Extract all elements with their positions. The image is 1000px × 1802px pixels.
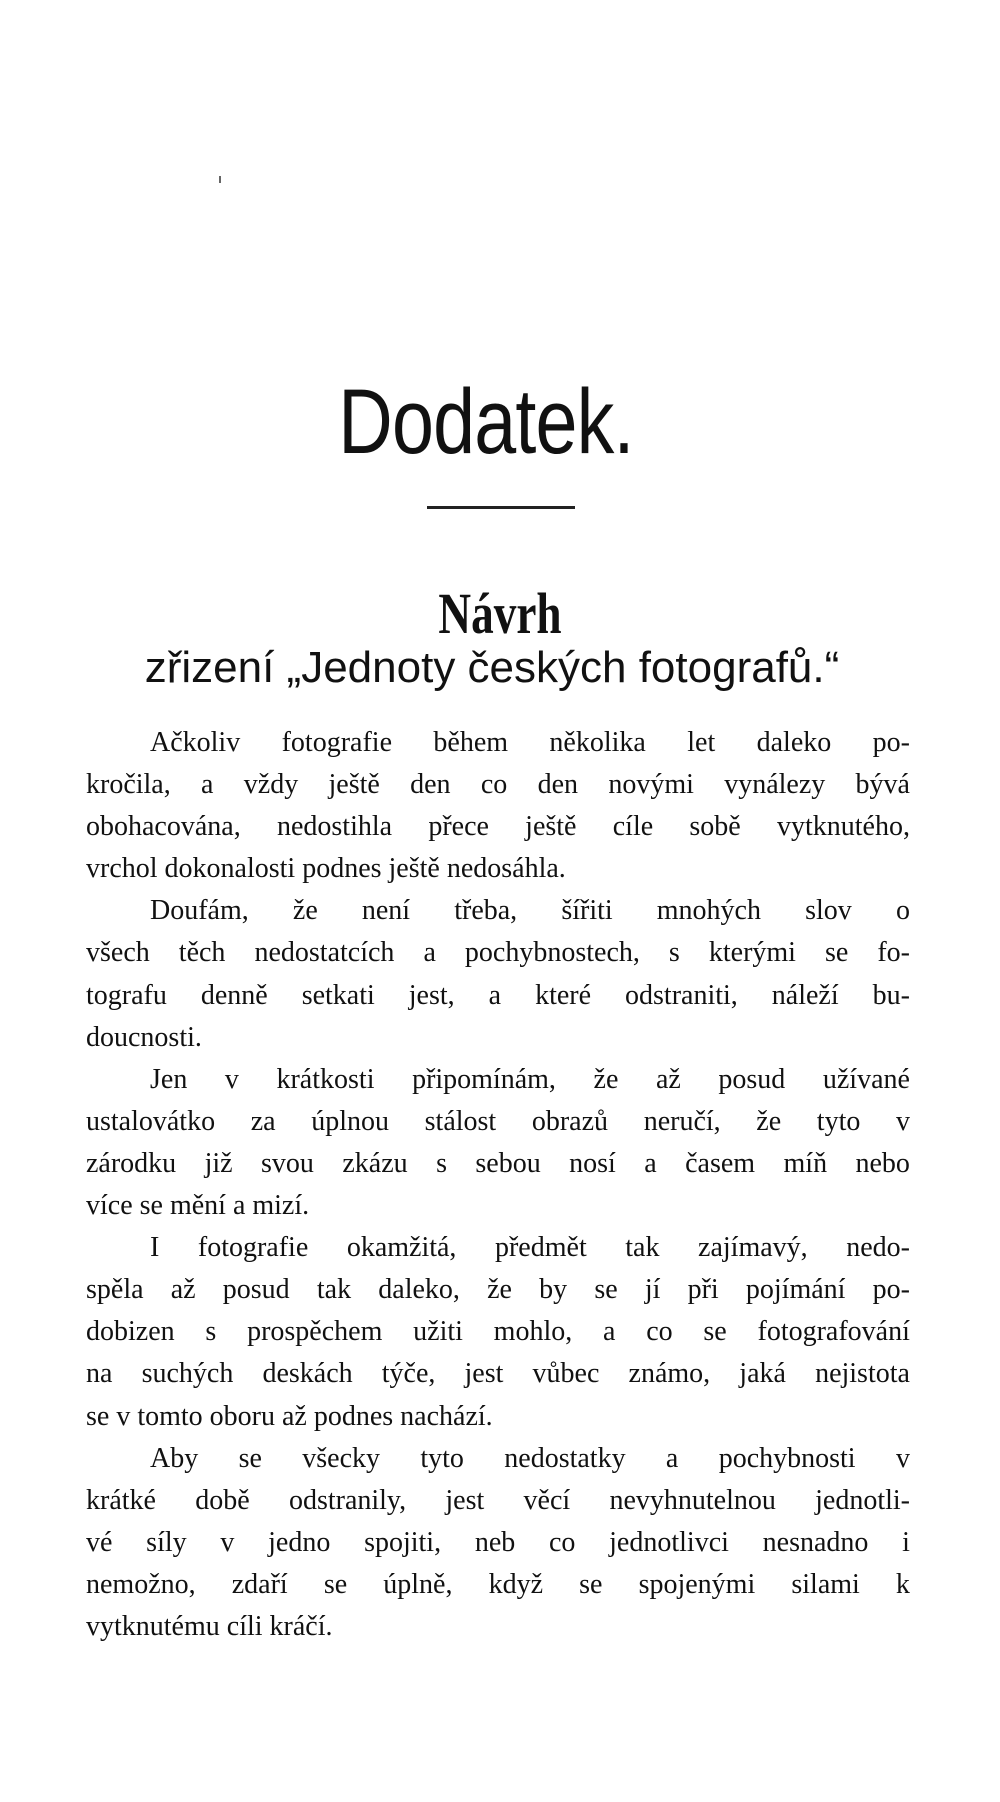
text-line: kročila, a vždy ještě den co den novými vynálezy bývá	[86, 769, 910, 801]
text-line: vrchol dokonalosti podnes ještě nedosáhla.	[86, 853, 566, 885]
text-line: Jen v krátkosti připomínám, že až posud užívané	[150, 1063, 910, 1095]
text-line: Aby se všecky tyto nedostatky a pochybnosti v	[150, 1442, 910, 1474]
text-line: Ačkoliv fotografie během několika let daleko po-	[150, 727, 910, 758]
print-speck	[219, 176, 221, 183]
page-title: Dodatek.	[338, 371, 634, 473]
text-line: tografu denně setkati jest, a které odstraniti, náleží bu-	[86, 979, 910, 1011]
section-subheading: zřizení „Jednoty českých fotografů.“	[144, 643, 840, 692]
title-rule	[427, 506, 575, 509]
text-line: se v tomto oboru až podnes nachází.	[86, 1400, 493, 1432]
text-line: spěla až posud tak daleko, že by se jí při pojímání po-	[86, 1274, 910, 1306]
section-heading: Návrh	[438, 581, 562, 646]
text-line: doucnosti.	[86, 1021, 202, 1053]
text-line: obohacována, nedostihla přece ještě cíle sobě vytknutého,	[86, 811, 910, 843]
paragraph	[86, 890, 910, 1058]
body-text	[86, 722, 910, 1648]
text-line: Doufám, že není třeba, šířiti mnohých slov o	[150, 895, 910, 927]
text-line: vytknutému cíli kráčí.	[86, 1610, 333, 1642]
paragraph	[86, 1059, 910, 1227]
text-line: I fotografie okamžitá, předmět tak zajímavý, nedo-	[150, 1232, 910, 1264]
text-line: zárodku již svou zkázu s sebou nosí a časem míň nebo	[86, 1147, 910, 1179]
text-line: ustalovátko za úplnou stálost obrazů neručí, že tyto v	[86, 1105, 910, 1137]
text-line: krátké době odstranily, jest věcí nevyhnutelnou jednotli-	[86, 1484, 910, 1516]
text-line: všech těch nedostatcích a pochybnostech, s kterými se fo-	[86, 937, 910, 969]
text-line: na suchých deskách týče, jest vůbec známo, jaká nejistota	[86, 1358, 910, 1390]
paragraph	[86, 722, 910, 890]
text-line: více se mění a mizí.	[86, 1190, 310, 1222]
text-line: nemožno, zdaří se úplně, když se spojenými silami k	[86, 1568, 910, 1600]
text-line: vé síly v jedno spojiti, neb co jednotlivci nesnadno i	[86, 1526, 910, 1558]
paragraph	[86, 1227, 910, 1437]
text-line: dobizen s prospěchem užiti mohlo, a co se fotografování	[86, 1316, 910, 1348]
paragraph	[86, 1438, 910, 1648]
